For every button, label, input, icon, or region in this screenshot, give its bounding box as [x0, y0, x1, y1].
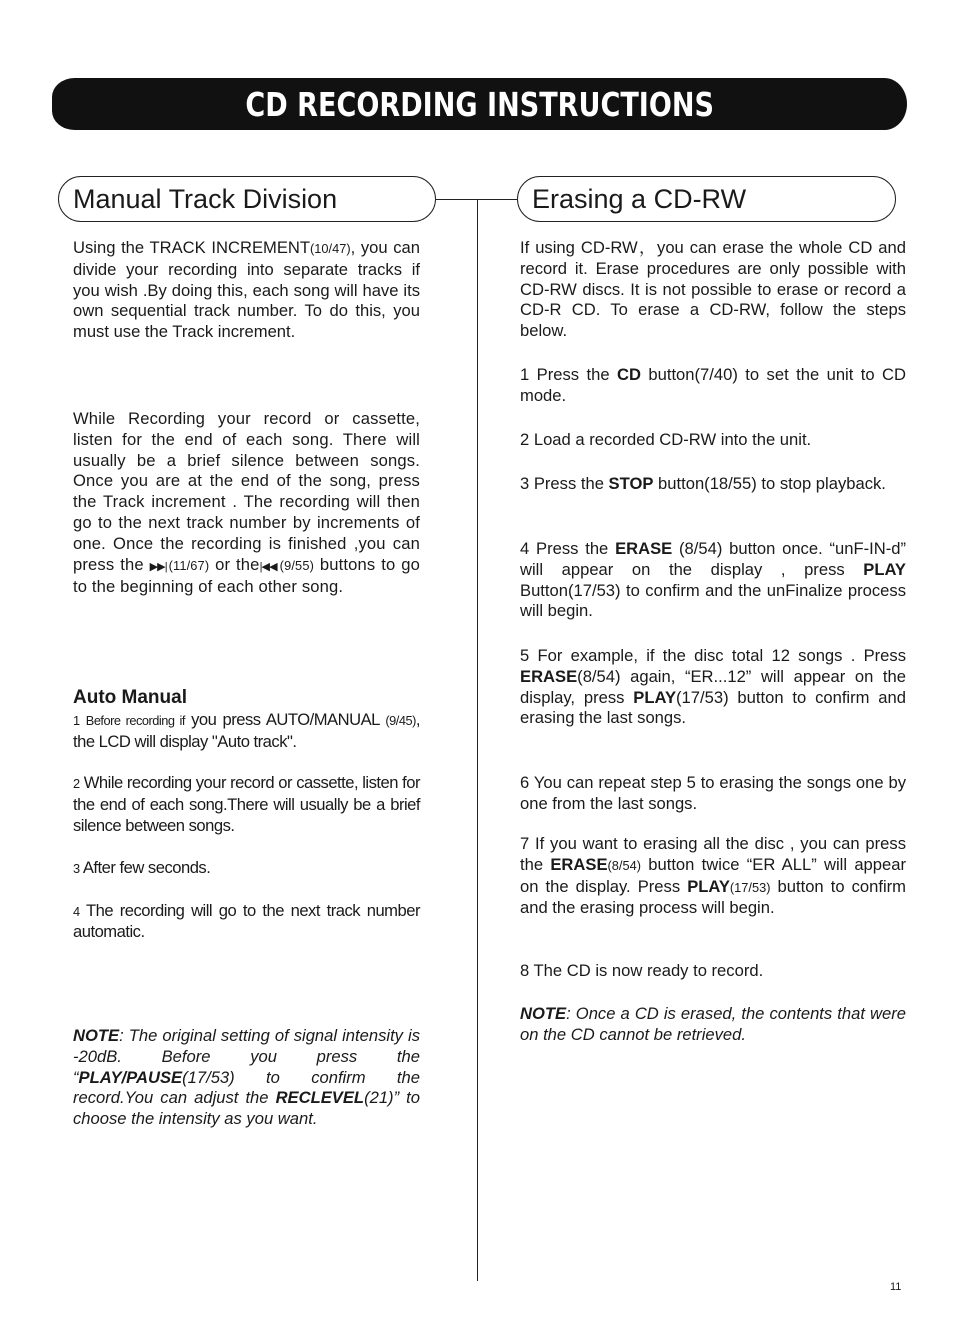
p1-text: Using the TRACK INCREMENT [73, 238, 311, 257]
p2-text-rest: buttons to go to the beginning of each other song. [73, 554, 420, 597]
right-intro [520, 238, 906, 342]
auto-step-1-rest: , the LCD will display "Auto track". [73, 709, 420, 751]
auto-step-2-num: 2 [73, 776, 80, 792]
step4-play: PLAY [863, 559, 906, 579]
step7-ref2: (17/53) [729, 879, 771, 895]
step4-c: Button(17/53) to confirm and the unFinalize process will begin. [520, 580, 906, 621]
step5-a: 5 For example, if the disc total 12 songs . Press [520, 646, 906, 665]
note-play-pause: PLAY/PAUSE [78, 1067, 183, 1087]
skip-next-icon: ▶▶| [149, 560, 166, 573]
auto-step-2 [73, 773, 420, 836]
right-note-text: : Once a CD is erased, the contents that were on the CD cannot be retrieved. [520, 1004, 906, 1044]
auto-step-4-text: The recording will go to the next track number automatic. [73, 900, 420, 942]
step7-ref: (8/54) [607, 857, 641, 873]
erase-step-1 [520, 365, 906, 407]
left-note [73, 1026, 420, 1130]
auto-manual-title: Auto Manual [73, 687, 187, 708]
note-text-c: (21)” to choose the intensity as you want. [73, 1088, 421, 1129]
note-label: NOTE [73, 1026, 120, 1045]
auto-step-2-text: While recording your record or cassette, listen for the end of each song.There will usually be a brief silence between songs. [73, 773, 420, 835]
step7-play: PLAY [687, 876, 730, 896]
step1-bold: CD [616, 365, 641, 384]
step5-play: PLAY [633, 687, 677, 707]
auto-step-3-num: 3 [73, 860, 80, 876]
auto-manual-section [73, 688, 420, 943]
step5-erase: ERASE [520, 666, 578, 686]
step7-b: button twice “ER ALL” will appear on the display. Press [520, 854, 907, 896]
p2-text-or: or the [209, 554, 260, 574]
step3-b: button(18/55) to stop playback. [653, 474, 886, 493]
section-title-box-manual [58, 176, 436, 222]
auto-step-4 [73, 901, 420, 944]
erase-step-3 [520, 474, 906, 495]
header-banner [52, 78, 907, 130]
p1-text-rest: , you can divide your recording into separate tracks if you wish .By doing this, each song will have its own sequential track number. To do this, you must use the Track increment. [73, 238, 420, 342]
section-title-box-erasing [517, 176, 896, 222]
left-paragraph-1 [73, 238, 420, 343]
erase-step-8 [520, 961, 906, 982]
auto-step-1-ref: (9/45) [385, 712, 416, 728]
step7-c: button to confirm and the erasing process will begin. [520, 876, 906, 918]
auto-step-1 [73, 710, 420, 753]
step6-text: 6 You can repeat step 5 to erasing the songs one by one from the last songs. [520, 773, 906, 813]
section-title-erasing-cd-rw: Erasing a CD-RW [532, 183, 747, 214]
step4-erase: ERASE [615, 539, 673, 558]
step7-erase: ERASE [550, 854, 608, 874]
page-number: 11 [890, 1281, 902, 1293]
p1-ref: (10/47) [310, 241, 351, 256]
auto-step-1-num: 1 [73, 712, 80, 728]
page-title: CD RECORDING INSTRUCTIONS [245, 84, 714, 124]
note-text-b: (17/53) to confirm the record.You can adjust the [73, 1067, 420, 1108]
auto-step-4-num: 4 [73, 903, 80, 919]
step7-a: 7 If you want to erasing all the disc , you can press the [520, 834, 906, 874]
step4-b: (8/54) button once. “unF-IN-d” will appear on the display , press [520, 539, 906, 579]
step5-b: (8/54) again, “ER...12” will appear on the display, press [520, 666, 906, 707]
step3-bold: STOP [608, 474, 654, 493]
p2-text: While Recording your record or cassette, listen for the end of each song. There will usually be a brief silence between songs. Once you are at the end of the song, press the Track increment . The recording will then go to the next track number by increments of one. Once the recording is finished ,you can press the [73, 409, 420, 574]
note-reclevel: RECLEVEL [275, 1088, 365, 1108]
step1-b: button(7/40) to set the unit to CD mode. [520, 365, 906, 405]
step5-c: (17/53) button to confirm and erasing the last songs. [520, 687, 906, 728]
auto-step-1-small: Before recording if [85, 712, 185, 728]
right-note [520, 1004, 906, 1046]
column-divider [477, 199, 478, 1281]
p2-ref-prev: (9/55) [279, 557, 315, 573]
step8-text: 8 The CD is now ready to record. [520, 961, 764, 980]
skip-previous-icon: |◀◀ [259, 560, 277, 573]
auto-step-3-text: After few seconds. [82, 857, 211, 877]
p2-ref-next: (11/67) [168, 557, 210, 573]
step1-a: 1 Press the [520, 365, 617, 384]
erase-step-2 [520, 430, 906, 451]
step3-a: 3 Press the [520, 474, 609, 493]
left-paragraph-2 [73, 409, 420, 598]
step2-text: 2 Load a recorded CD-RW into the unit. [520, 430, 812, 449]
note-text-a: : The original setting of signal intensity is -20dB. Before you press the “ [73, 1026, 420, 1087]
erase-step-7 [520, 834, 906, 919]
erase-step-5 [520, 646, 906, 729]
erase-step-4 [520, 539, 906, 622]
auto-step-1-text: you press AUTO/MANUAL [184, 709, 386, 729]
erase-step-6 [520, 773, 906, 815]
intro-text: If using CD-RW，you can erase the whole CD and record it. Erase procedures are only possible with CD-RW discs. It is not possible to erase or record a CD-R CD. To erase a CD-RW, follow the steps below. [520, 238, 906, 341]
auto-step-3 [73, 858, 420, 880]
right-note-label: NOTE [520, 1004, 567, 1023]
step4-a: 4 Press the [520, 539, 616, 558]
section-title-manual-track-division: Manual Track Division [73, 183, 338, 214]
